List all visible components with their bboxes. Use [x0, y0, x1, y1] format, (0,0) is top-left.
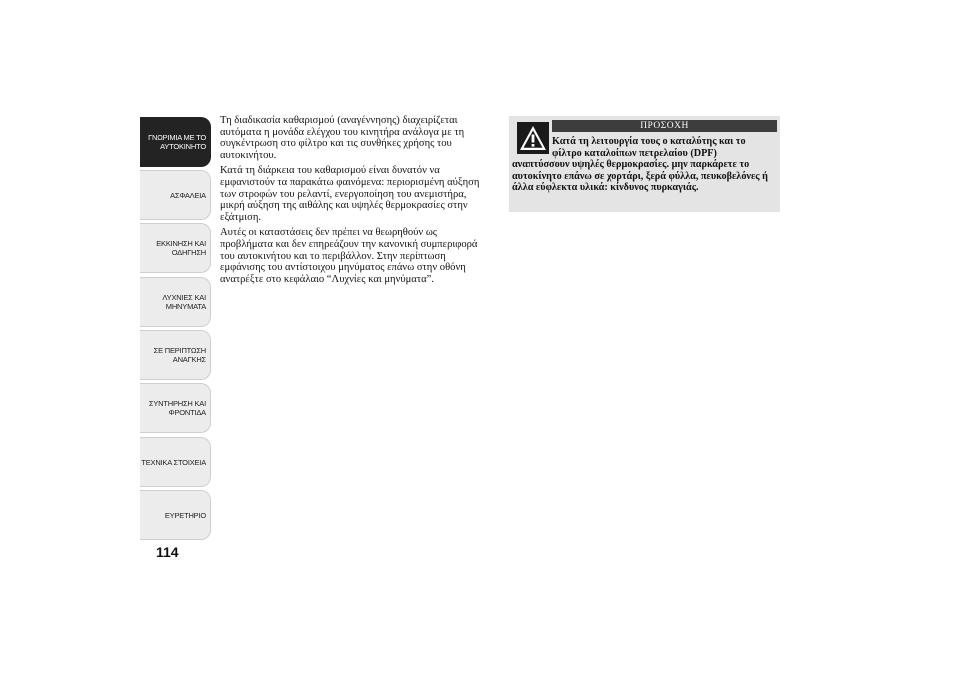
tab-technical-data[interactable]: [140, 437, 211, 487]
tab-index[interactable]: [140, 490, 211, 540]
paragraph: Αυτές οι καταστάσεις δεν πρέπει να θεωρηθούν ως προβλήματα και δεν επηρεάζουν την κανονική συμπεριφορά του αυτοκινήτου και το περιβάλλον. Στην περίπτωση εμφάνισης του αντίστοιχου μηνύματος επάνω στην οθόνη ανατρέξτε στο κεφάλαιο “Λυχνίες και μηνύματα”.: [220, 227, 478, 285]
tab-getting-to-know[interactable]: [140, 117, 211, 167]
tab-label: ΤΕΧΝΙΚΑ ΣΤΟΙΧΕΙΑ: [141, 457, 206, 467]
warning-text: [512, 136, 774, 194]
warning-lead: Κατά τη λειτουργία τους ο καταλύτης και το φίλτρο καταλοίπων πετρελαίου (DPF): [552, 136, 746, 159]
tab-label: ΓΝΩΡΙΜΙΑ ΜΕ ΤΟ ΑΥΤΟΚΙΝΗΤΟ: [148, 133, 206, 151]
tab-label: ΣΥΝΤΗΡΗΣΗ ΚΑΙ ΦΡΟΝΤΙΔΑ: [148, 399, 206, 417]
warning-title: ΠΡΟΣΟΧΗ: [552, 120, 777, 132]
tab-label: ΕΥΡΕΤΗΡΙΟ: [164, 510, 206, 520]
warning-continuation: αναπτύσσουν υψηλές θερμοκρασίες. μην παρκάρετε το αυτοκίνητο επάνω σε χορτάρι, ξερά φύλλα, πευκοβελόνες ή άλλα εύφλεκτα υλικά: κίνδυνος πυρκαγιάς.: [512, 159, 768, 194]
tab-starting-driving[interactable]: [140, 223, 211, 273]
warning-box: [509, 116, 780, 212]
tab-label: ΕΚΚΙΝΗΣΗ ΚΑΙ ΟΔΗΓΗΣΗ: [156, 239, 206, 257]
page-number: 114: [156, 544, 179, 560]
tab-emergency[interactable]: [140, 330, 211, 380]
paragraph: Κατά τη διάρκεια του καθαρισμού είναι δυνατόν να εμφανιστούν τα παρακάτω φαινόμενα: περιορισμένη αύξηση των στροφών του ρελαντί, ενεργοποίηση του ανεμιστήρα, μικρή αύξηση της αιθάλης και υψηλές θερμοκρασίες στην εξάτμιση.: [220, 165, 480, 223]
main-text: [220, 115, 492, 289]
tab-label: ΑΣΦΑΛΕΙΑ: [170, 190, 206, 200]
tab-label: ΛΥΧΝΙΕΣ ΚΑΙ ΜΗΝΥΜΑΤΑ: [162, 293, 206, 311]
tab-maintenance[interactable]: [140, 383, 211, 433]
paragraph: Τη διαδικασία καθαρισμού (αναγέννησης) διαχειρίζεται αυτόματα η μονάδα ελέγχου του κινητήρα ανάλογα με τη συγκέντρωση στο φίλτρο και τις συνθήκες χρήσης του αυτοκινήτου.: [220, 115, 465, 161]
tab-safety[interactable]: [140, 170, 211, 220]
tab-label: ΣΕ ΠΕΡΙΠΤΩΣΗ ΑΝΑΓΚΗΣ: [153, 346, 206, 364]
tab-warning-lights[interactable]: [140, 277, 211, 327]
